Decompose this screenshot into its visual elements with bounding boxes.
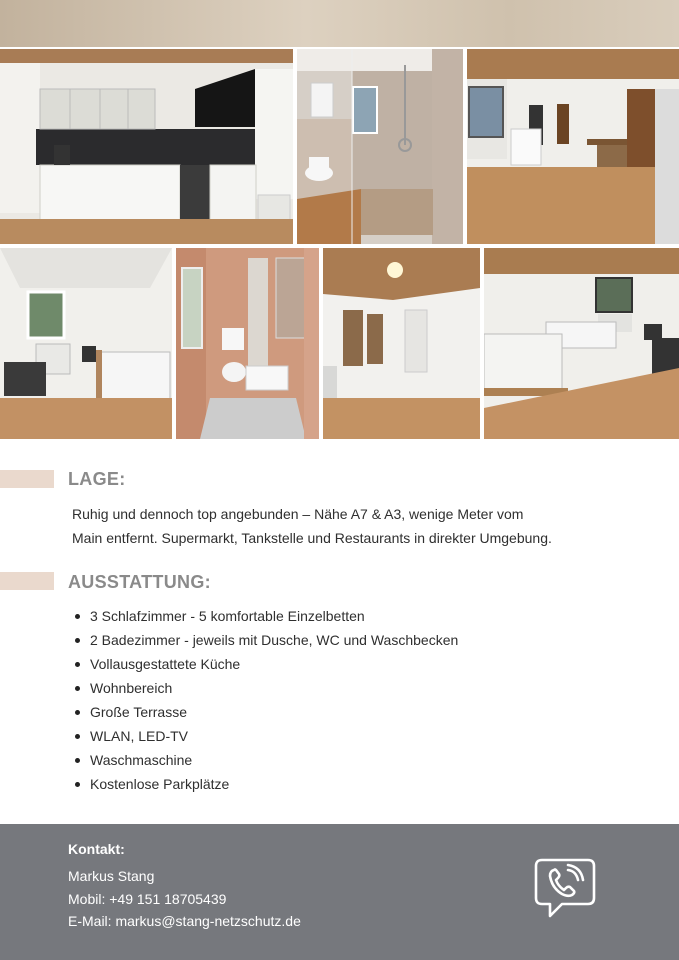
contact-phone[interactable]: Mobil: +49 151 18705439 (68, 891, 227, 907)
contact-label: Kontakt: (68, 841, 125, 857)
list-item-text: 3 Schlafzimmer - 5 komfortable Einzelbetten (90, 608, 365, 624)
photo-bedroom-2 (484, 248, 679, 439)
list-item-text: Waschmaschine (90, 752, 193, 768)
list-item (72, 748, 458, 772)
contact-email[interactable]: E-Mail: markus@stang-netzschutz.de (68, 913, 301, 929)
list-item-text: Große Terrasse (90, 704, 187, 720)
list-item-text: Wohnbereich (90, 680, 173, 696)
list-item (72, 772, 458, 796)
bullet (75, 782, 80, 787)
heading-ausstattung: AUSSTATTUNG: (68, 572, 211, 592)
bullet (75, 686, 80, 691)
lage-text-line-1: Ruhig und dennoch top angebunden – Nähe A7 & A3, wenige Meter vom (72, 506, 524, 522)
photo-living-dining (467, 49, 679, 244)
lage-text-line-2: Main entfernt. Supermarkt, Tankstelle und Restaurants in direkter Umgebung. (72, 530, 552, 546)
header-banner (0, 0, 679, 47)
phone-chat-bubble-icon (532, 856, 598, 922)
accent-bar-ausstattung (0, 572, 54, 590)
list-item-text: WLAN, LED-TV (90, 728, 189, 744)
list-item-text: Vollausgestattete Küche (90, 656, 241, 672)
photo-bedroom-1 (0, 248, 172, 439)
bullet (75, 638, 80, 643)
bullet (75, 662, 80, 667)
photo-bathroom-shower (297, 49, 463, 244)
list-item-text: 2 Badezimmer - jeweils mit Dusche, WC und Waschbecken (90, 632, 459, 648)
bullet (75, 614, 80, 619)
list-item (72, 604, 458, 628)
list-item (72, 628, 458, 652)
contact-name: Markus Stang (68, 868, 155, 884)
heading-lage: LAGE: (68, 469, 126, 489)
photo-hallway (323, 248, 480, 439)
list-item (72, 652, 458, 676)
lage-description (72, 502, 632, 550)
bullet (75, 758, 80, 763)
photo-bathroom-wc (176, 248, 319, 439)
photo-kitchen (0, 49, 293, 244)
list-item (72, 676, 458, 700)
accent-bar-lage (0, 470, 54, 488)
bullet (75, 710, 80, 715)
list-item (72, 700, 458, 724)
feature-list (72, 604, 458, 796)
list-item-text: Kostenlose Parkplätze (90, 776, 230, 792)
bullet (75, 734, 80, 739)
list-item (72, 724, 458, 748)
